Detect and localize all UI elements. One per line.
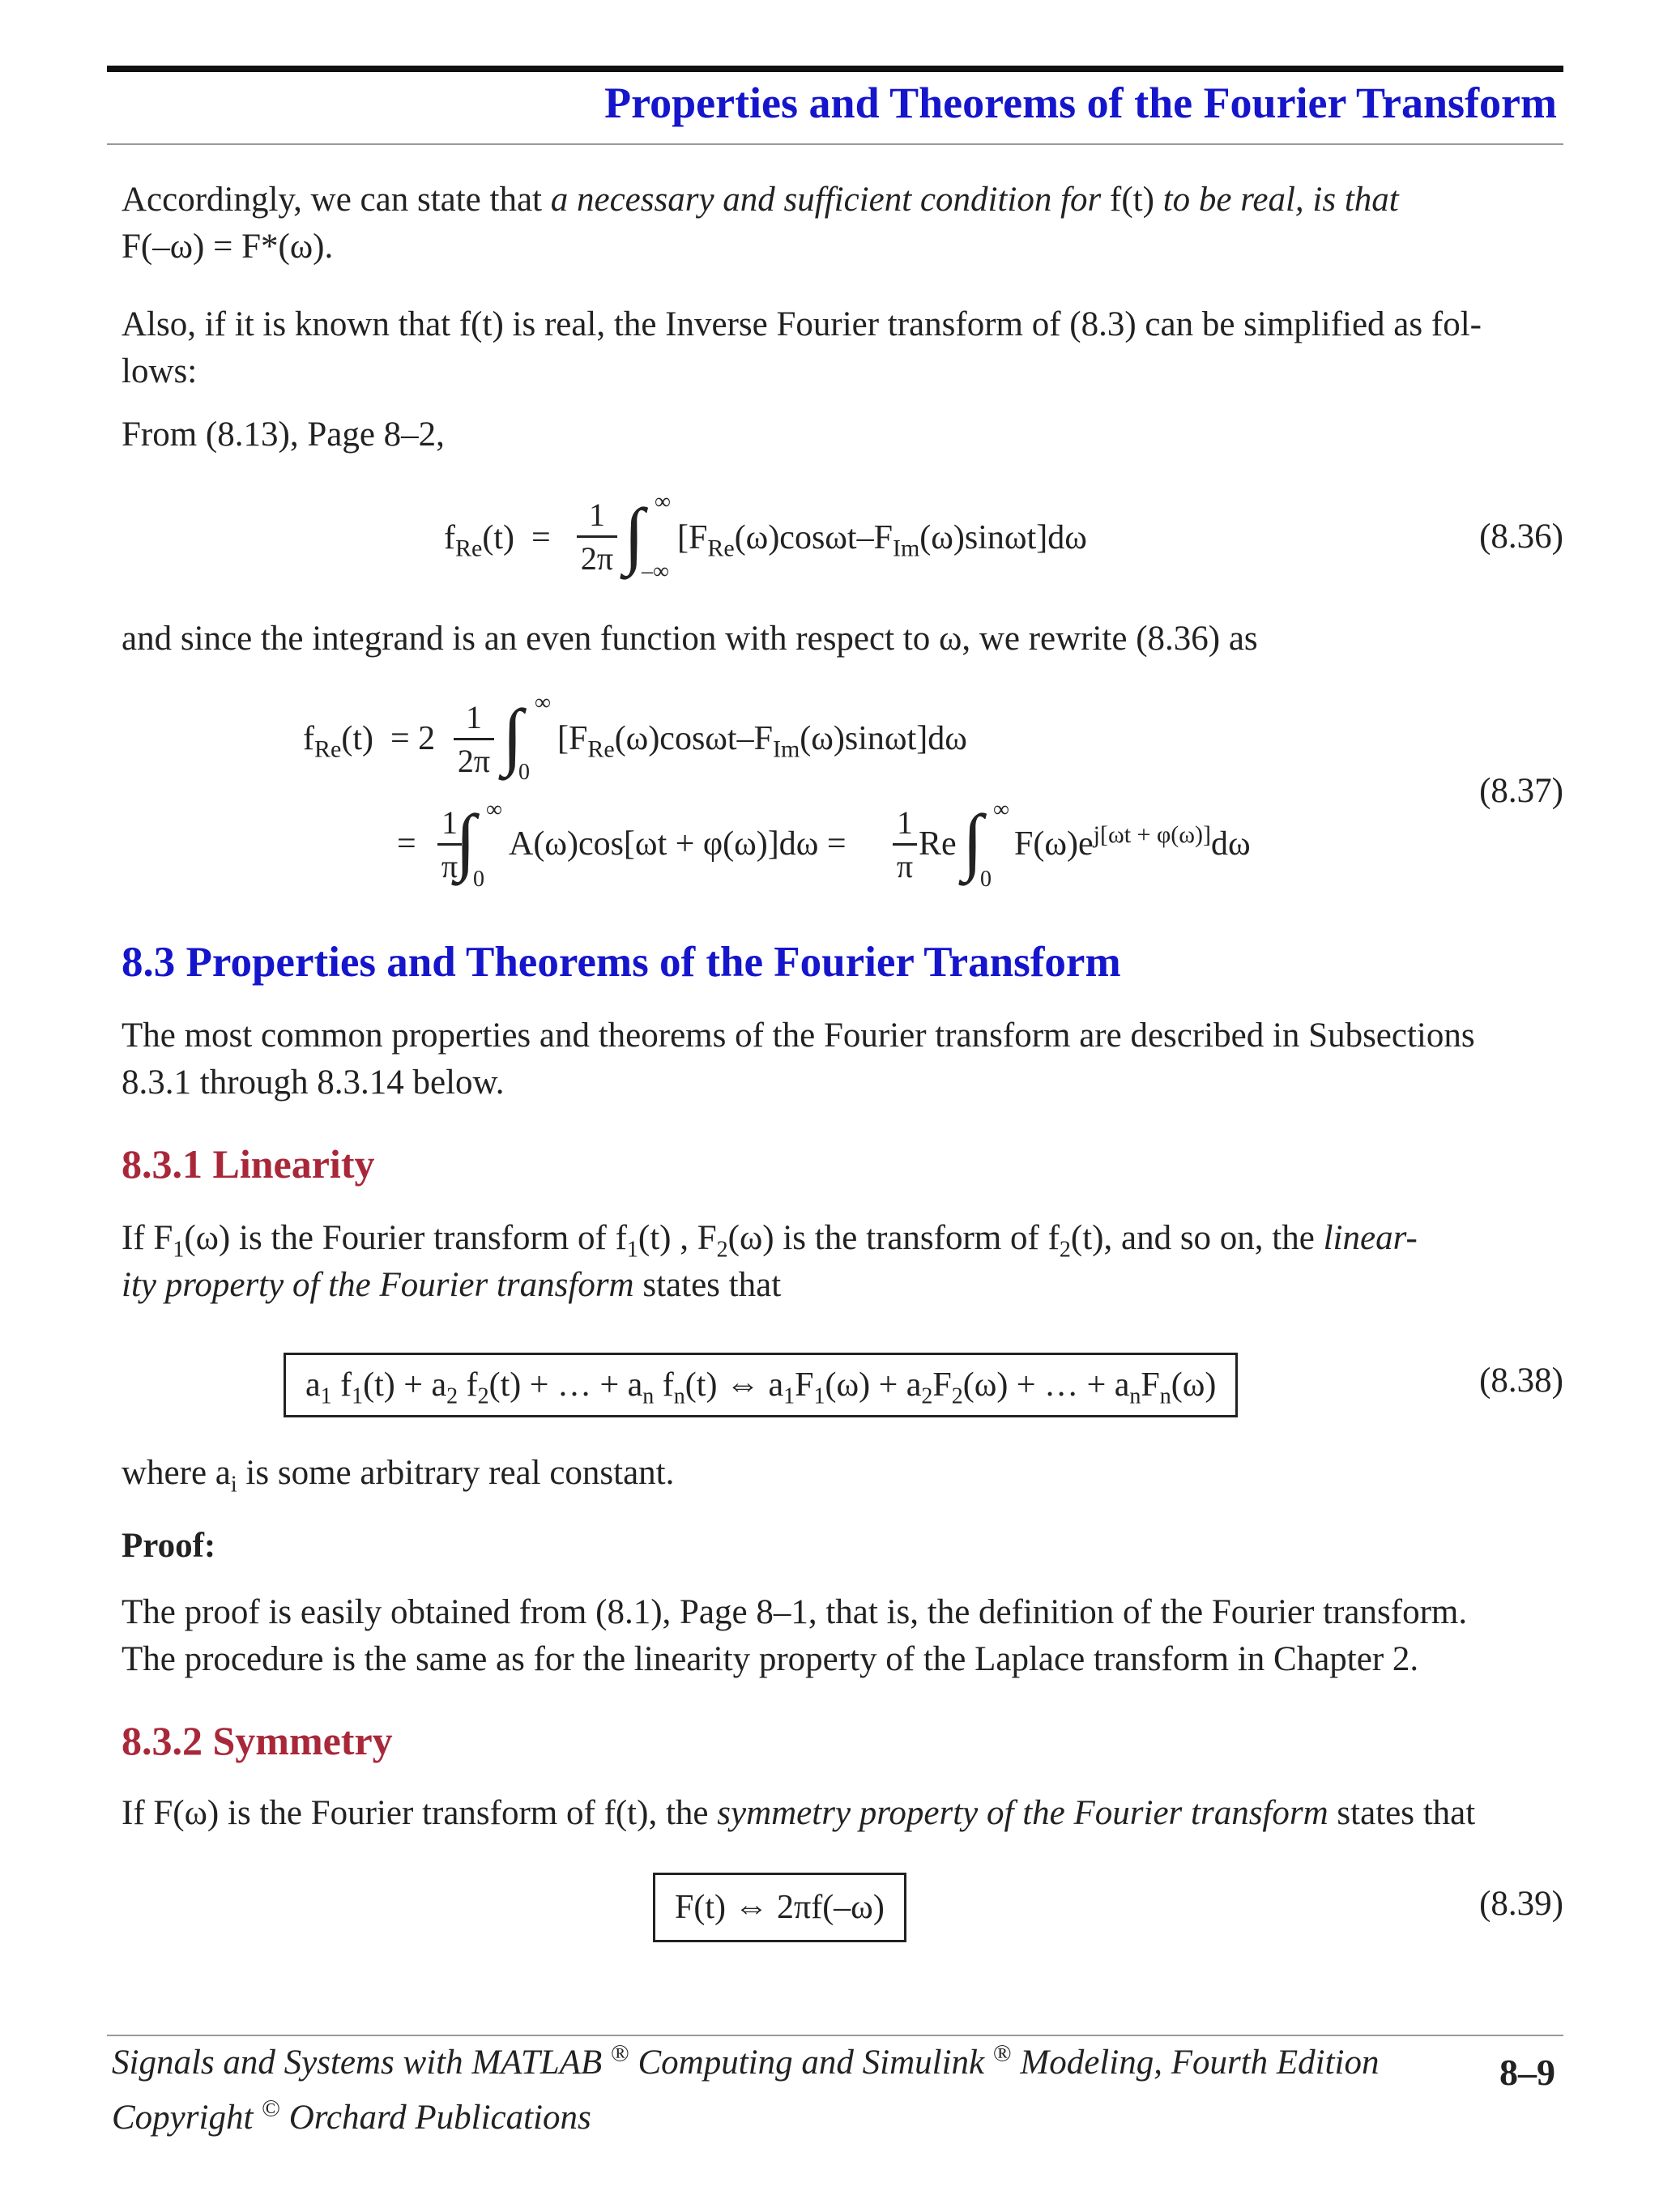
- eq837-fraction-2: 1 π: [437, 803, 462, 885]
- equation-number: (8.36): [1479, 518, 1563, 556]
- paragraph-from-813: From (8.13), Page 8–2,: [122, 416, 445, 454]
- upper-limit: ∞: [535, 690, 551, 715]
- upper-limit: ∞: [486, 797, 502, 822]
- upper-limit: ∞: [655, 489, 671, 514]
- lower-limit: 0: [473, 867, 484, 892]
- footer-book-title: Signals and Systems with MATLAB ® Computing and Simulink ® Modeling, Fourth Edition: [112, 2039, 1380, 2082]
- equation-8-39-box: F(t) ⇔ 2πf(–ω): [653, 1873, 906, 1942]
- equation-number: (8.37): [1479, 772, 1563, 810]
- eq837-integrand-3: $F(\omega)e^{j[\omega t + \varphi(\omega)]}d\omega$: [1014, 821, 1251, 863]
- header-rule: [107, 66, 1563, 72]
- integral-symbol: ∫: [624, 493, 645, 576]
- eq837-integrand-1: $[F_{Re}(\omega)\cos\omega t-F_{Im}(\omega)\sin\omega t]d\omega$: [557, 720, 967, 763]
- equation-8-38-box: $a_1$ $f_1(t) + a_2$ $f_2(t)$ + … + $a_n$ $f_n(t)$ ⇔ $a_1F_1(\omega) + a_2F_2(\omega)$ + … + $a_nF_n(\omega)$: [284, 1353, 1238, 1417]
- f1-t: $f_1(t)$ ,: [615, 1219, 689, 1263]
- equation-number: (8.38): [1479, 1362, 1563, 1400]
- equation-number: (8.39): [1479, 1885, 1563, 1923]
- f2-t: $f_2(t)$: [1047, 1219, 1104, 1263]
- copyright-mark: ©: [262, 2095, 280, 2122]
- subsection-8-3-1-heading: 8.3.1 Linearity: [122, 1141, 375, 1187]
- paragraph-even-function: and since the integrand is an even function with respect to ω, we rewrite (8.36) as: [122, 620, 1258, 658]
- header-divider: [107, 143, 1563, 145]
- registered-mark: ®: [992, 2039, 1012, 2067]
- paragraph-real-condition: Accordingly, we can state that a necessary and sufficient condition for f(t) to be real, is that F(–ω) = F*(ω).: [122, 181, 1399, 266]
- lower-limit: 0: [518, 760, 530, 785]
- proof-label: Proof:: [122, 1527, 216, 1565]
- real-part: Re: [919, 825, 957, 863]
- equals: =: [397, 825, 416, 863]
- paragraph-proof: The proof is easily obtained from (8.1), Page 8–1, that is, the definition of the Fourier transform. The procedure is the same as for the linearity property of the Laplace transform in Chapter 2.: [122, 1593, 1468, 1678]
- integral-symbol: ∫: [962, 799, 983, 882]
- paragraph-section-intro: The most common properties and theorems of the Fourier transform are described in Subsections 8.3.1 through 8.3.14 below.: [122, 1016, 1475, 1102]
- paragraph-inverse-real: Also, if it is known that f(t) is real, the Inverse Fourier transform of (8.3) can be simplified as fol- lows:: [122, 305, 1482, 390]
- eq837-integrand-2: A(ω)cos[ωt + φ(ω)]dω =: [509, 825, 847, 863]
- eq836-fraction: 1 2π: [577, 496, 617, 578]
- page-number: 8–9: [1499, 2052, 1555, 2093]
- integral-symbol: ∫: [502, 694, 523, 777]
- eq837-fraction-3: 1 π: [893, 803, 917, 885]
- paragraph-linearity: If $F_1(\omega)$ is the Fourier transform of $f_1(t)$ , $F_2(\omega)$ is the transform of $f_2(t)$, and so on, the linear- ity property of the Fourier transform states that: [122, 1219, 1418, 1304]
- ai-symbol: $a_i$: [215, 1454, 237, 1498]
- paragraph-symmetry: If F(ω) is the Fourier transform of f(t), the symmetry property of the Fourier transform states that: [122, 1794, 1476, 1832]
- eq837-lhs: $f_{Re}(t) = 2$: [303, 720, 436, 763]
- footer-divider: [107, 2035, 1563, 2036]
- upper-limit: ∞: [993, 797, 1009, 822]
- section-8-3-heading: 8.3 Properties and Theorems of the Fourier Transform: [122, 939, 1121, 986]
- eq836-lhs: $f_{Re}(t)$ =: [444, 519, 551, 562]
- subsection-8-3-2-heading: 8.3.2 Symmetry: [122, 1718, 393, 1763]
- registered-mark: ®: [610, 2039, 629, 2067]
- eq836-integrand: $[F_{Re}(\omega)\cos\omega t-F_{Im}(\omega)\sin\omega t]d\omega$: [677, 519, 1087, 562]
- footer-copyright: Copyright © Orchard Publications: [112, 2095, 591, 2137]
- eq837-fraction: 1 2π: [454, 698, 494, 780]
- f2-omega: $F_2(\omega)$: [697, 1219, 774, 1263]
- lower-limit: 0: [980, 867, 992, 892]
- f1-omega: $F_1(\omega)$: [153, 1219, 231, 1263]
- paragraph-where: where $a_i$ is some arbitrary real constant.: [122, 1454, 675, 1498]
- running-header-title: Properties and Theorems of the Fourier Transform: [604, 79, 1557, 127]
- lower-limit: –∞: [642, 559, 669, 584]
- integral-symbol: ∫: [455, 799, 476, 882]
